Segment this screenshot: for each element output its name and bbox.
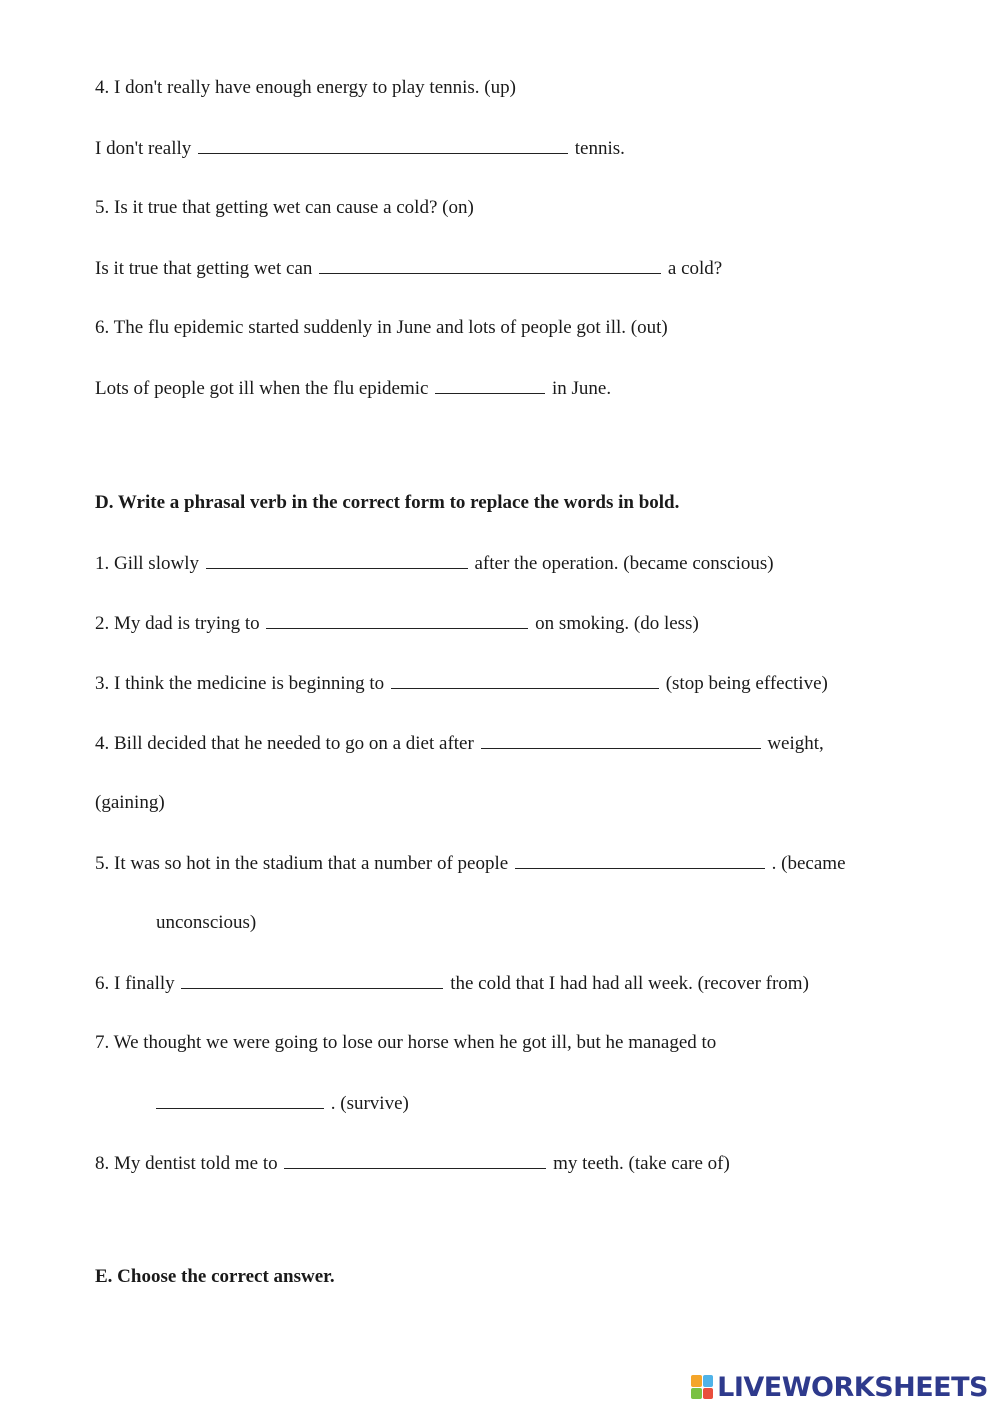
item-d3-blank[interactable]	[391, 671, 659, 689]
item-d6-blank[interactable]	[181, 971, 443, 989]
item-d8-blank[interactable]	[284, 1151, 546, 1169]
liveworksheets-logo-text: LIVEWORKSHEETS	[717, 1371, 988, 1403]
section-d-heading: D. Write a phrasal verb in the correct form to replace the words in bold.	[95, 492, 680, 513]
item-d4-continuation: (gaining)	[95, 792, 165, 813]
item-d5-continuation: unconscious)	[156, 912, 257, 933]
answer-4: I don't really tennis.	[95, 138, 625, 159]
item-d6: 6. I finally the cold that I had had all week. (recover from)	[95, 973, 809, 994]
liveworksheets-logo[interactable]	[691, 1370, 988, 1404]
item-d2: 2. My dad is trying to on smoking. (do less)	[95, 613, 699, 634]
item-d2-blank[interactable]	[266, 611, 528, 629]
section-e-heading: E. Choose the correct answer.	[95, 1266, 335, 1287]
question-6: 6. The flu epidemic started suddenly in June and lots of people got ill. (out)	[95, 317, 668, 338]
answer-6-blank[interactable]	[435, 376, 545, 394]
item-d7: 7. We thought we were going to lose our horse when he got ill, but he managed to	[95, 1032, 717, 1053]
question-4: 4. I don't really have enough energy to play tennis. (up)	[95, 77, 516, 98]
item-d4: 4. Bill decided that he needed to go on a diet after weight,	[95, 733, 824, 754]
question-5: 5. Is it true that getting wet can cause a cold? (on)	[95, 197, 474, 218]
answer-6: Lots of people got ill when the flu epidemic in June.	[95, 378, 612, 399]
answer-5-blank[interactable]	[319, 256, 661, 274]
item-d1: 1. Gill slowly after the operation. (became conscious)	[95, 553, 774, 574]
item-d7-blank[interactable]	[156, 1091, 324, 1109]
item-d1-blank[interactable]	[206, 551, 468, 569]
answer-4-blank[interactable]	[198, 136, 568, 154]
item-d5-blank[interactable]	[515, 851, 765, 869]
item-d8: 8. My dentist told me to my teeth. (take care of)	[95, 1153, 730, 1174]
item-d4-blank[interactable]	[481, 731, 761, 749]
liveworksheets-logo-icon	[691, 1375, 713, 1399]
item-d3: 3. I think the medicine is beginning to (stop being effective)	[95, 673, 828, 694]
answer-5: Is it true that getting wet can a cold?	[95, 258, 723, 279]
item-d5: 5. It was so hot in the stadium that a number of people . (became	[95, 853, 846, 874]
item-d7-continuation: . (survive)	[156, 1091, 409, 1116]
